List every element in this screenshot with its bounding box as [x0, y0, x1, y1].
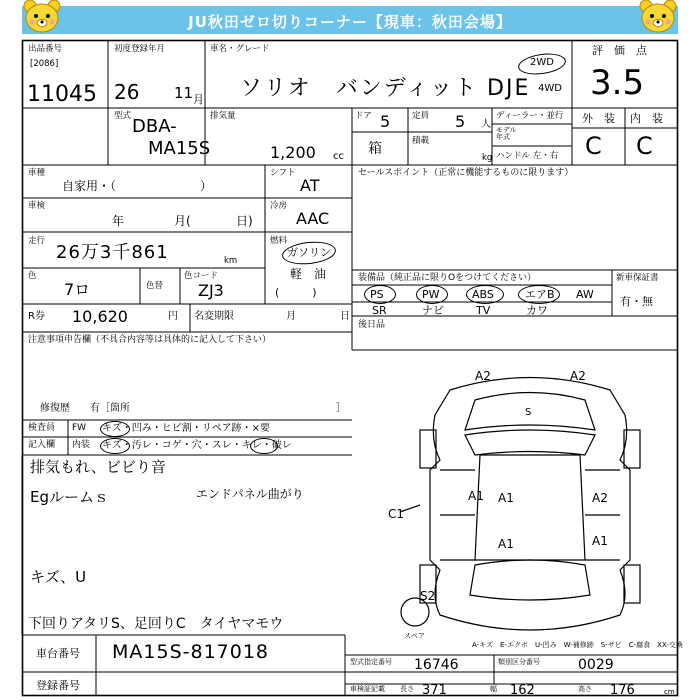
checker-fw: FW	[72, 423, 87, 433]
warranty-value: 有・無	[620, 295, 653, 308]
height-label: 高さ	[578, 685, 592, 693]
color-label: 色	[28, 271, 37, 281]
dealer-label: ディーラー・並行	[496, 111, 564, 121]
color-code-value: ZJ3	[198, 281, 224, 300]
first-reg-year: 26	[114, 80, 140, 104]
first-reg-month: 11	[174, 84, 194, 102]
chassis-value: MA15S-817018	[112, 641, 270, 663]
shift-value: AT	[300, 176, 320, 195]
int-wear-circle	[250, 438, 278, 454]
inspection-year: 年	[112, 214, 125, 228]
mileage-unit: km	[224, 256, 238, 266]
checker-fw-items: キズ・凹み・ヒビ割・リペア跡・×要	[102, 423, 270, 434]
equip-sr: SR	[372, 304, 387, 317]
damage-legend: A-キズ E-エクボ U-凹み W-補修跡 S-サビ C-腐食 XX-交換	[472, 641, 683, 649]
dims-label: 車検証記載	[350, 685, 385, 693]
type-designation-value: 16746	[414, 657, 459, 673]
loading-label: 積載	[412, 136, 430, 146]
width-label: 幅	[490, 685, 497, 693]
color-change-label: 色替	[146, 281, 164, 291]
repair-history: 修復歴 有［箇所	[40, 403, 130, 414]
length-label: 長さ	[400, 685, 414, 693]
equipment-label: 装備品（純正品に限りOをつけてください）	[358, 273, 537, 283]
color-code-label: 色コード	[184, 271, 219, 281]
two-wd-label: 2WD	[530, 57, 554, 68]
type-line1: DBA-	[132, 116, 177, 137]
inspector-note-4: キズ、U	[30, 568, 87, 586]
inspector-note-1: 排気もれ、ビビり音	[30, 458, 166, 476]
type-label: 型式	[114, 111, 132, 121]
equip-aw: AW	[576, 288, 594, 301]
diagram-mark: A2	[592, 491, 608, 505]
fuel-diesel: 軽 油	[290, 267, 327, 281]
capacity-label: 定員	[412, 111, 430, 121]
width-value: 162	[510, 683, 535, 698]
checker-label-1: 検査員	[28, 423, 56, 433]
recycle-value: 10,620	[72, 307, 128, 326]
lot-sub-number: [2086]	[30, 59, 59, 69]
lot-number-label: 出品番号	[28, 44, 63, 54]
displacement-unit: cc	[333, 151, 344, 162]
diagram-mark: A2	[570, 369, 586, 383]
color-value: 7ロ	[64, 280, 91, 299]
exterior-grade: C	[585, 132, 602, 160]
checker-interior: 内装	[72, 440, 91, 450]
first-reg-month-unit: 月	[193, 93, 204, 106]
recycle-unit: 円	[168, 311, 178, 322]
type-designation-label: 型式指定番号	[350, 658, 392, 666]
recycle-label: R券	[28, 311, 45, 322]
checker-label-2: 記入欄	[28, 440, 56, 450]
length-value: 371	[422, 683, 447, 698]
fuel-gasoline: ガソリン	[287, 246, 331, 259]
inspection-month: 月(	[174, 214, 191, 228]
capacity-value: 5	[455, 112, 466, 131]
inspector-note-2: Egルームｓ	[30, 488, 109, 506]
fw-scratch-circle	[100, 421, 130, 437]
equip-pw-circle	[416, 285, 448, 304]
repair-bracket: ］	[336, 403, 346, 414]
equip-pw: PW	[422, 288, 440, 301]
handle-label: ハンドル 左・右	[496, 151, 559, 161]
model-name-value: ソリオ バンディット DJE	[240, 76, 531, 101]
inspector-note-3: エンドパネル曲がり	[196, 487, 304, 501]
interior-label: 内 装	[630, 112, 663, 125]
equip-abs: ABS	[472, 288, 494, 301]
mileage-label: 走行	[28, 236, 46, 246]
inspector-note-5: 下回りアタリS、足回りC タイヤマモウ	[28, 616, 284, 632]
doors-label: ドア	[355, 111, 372, 121]
car-damage-diagram	[380, 360, 675, 650]
spare-label: スペア	[404, 632, 425, 640]
checker-int-items: キズ・汚レ・コゲ・穴・スレ・キレ・破レ	[102, 440, 292, 451]
model-year-label: モデル 年式	[496, 126, 517, 141]
diagram-mark: S	[525, 407, 532, 418]
equip-leather: カワ	[526, 304, 548, 317]
mileage-value: 26万3千861	[56, 242, 169, 263]
diagram-mark: C1	[388, 507, 405, 521]
class-number-label: 類別区分番号	[498, 658, 540, 666]
equip-airbag-circle	[518, 285, 560, 304]
after-items-label: 後日品	[358, 320, 386, 330]
aircon-label: 冷房	[270, 201, 288, 211]
equip-tv: TV	[476, 304, 491, 317]
exterior-label: 外 装	[582, 112, 615, 125]
diagram-mark: S2	[420, 589, 436, 603]
equip-airbag: エアB	[525, 288, 555, 301]
fuel-label: 燃料	[270, 236, 288, 246]
name-change-day: 日	[340, 311, 350, 322]
displacement-label: 排気量	[210, 111, 236, 121]
dims-unit: cm	[664, 688, 675, 696]
doors-value: 5	[380, 112, 391, 131]
inspection-day: 日)	[236, 214, 253, 228]
diagram-mark: A1	[468, 489, 484, 503]
loading-unit: kg	[482, 153, 493, 163]
diagram-mark: A1	[498, 491, 514, 505]
aircon-value: AAC	[296, 209, 330, 228]
fuel-other: ( )	[275, 286, 317, 299]
loading-value: 箱	[368, 141, 382, 157]
lot-number: 11045	[27, 82, 97, 107]
diagram-mark: A1	[592, 534, 608, 548]
equip-abs-circle	[466, 285, 504, 304]
equip-navi: ナビ	[422, 304, 444, 317]
score-label: 評 価 点	[592, 44, 647, 57]
interior-grade: C	[636, 132, 653, 160]
equip-ps: PS	[370, 288, 384, 301]
capacity-unit: 人	[481, 119, 491, 130]
chassis-label: 車台番号	[36, 647, 80, 660]
registration-label: 登録番号	[36, 679, 80, 692]
header-title: JU秋田ゼロ切りコーナー【現車：秋田会場】	[188, 13, 512, 31]
displacement-value: 1,200	[270, 143, 316, 162]
name-change-month: 月	[286, 311, 296, 322]
four-wd-label: 4WD	[538, 83, 562, 94]
int-scratch-circle	[100, 438, 130, 454]
model-name-label: 車名・グレード	[210, 44, 270, 54]
class-number-value: 0029	[578, 657, 614, 673]
score-value: 3.5	[590, 63, 645, 103]
equip-ps-circle	[364, 285, 396, 304]
notes-label: 注意事項申告欄（不具合内容等は具体的に記入して下さい）	[28, 335, 272, 345]
diagram-mark: A2	[475, 369, 491, 383]
name-change-label: 名変期限	[194, 311, 234, 322]
sales-point-label: セールスポイント（正常に機能するものに限ります）	[358, 168, 574, 178]
use-label: 車種	[28, 168, 46, 178]
use-value: 自家用・（ ）	[62, 179, 213, 193]
diagram-mark: A1	[498, 537, 514, 551]
warranty-label: 新車保証書	[616, 273, 659, 283]
shift-label: シフト	[270, 168, 296, 178]
inspection-label: 車検	[28, 201, 46, 211]
first-reg-label: 初度登録年月	[114, 44, 166, 54]
height-value: 176	[610, 683, 635, 698]
type-line2: MA15S	[148, 138, 211, 159]
